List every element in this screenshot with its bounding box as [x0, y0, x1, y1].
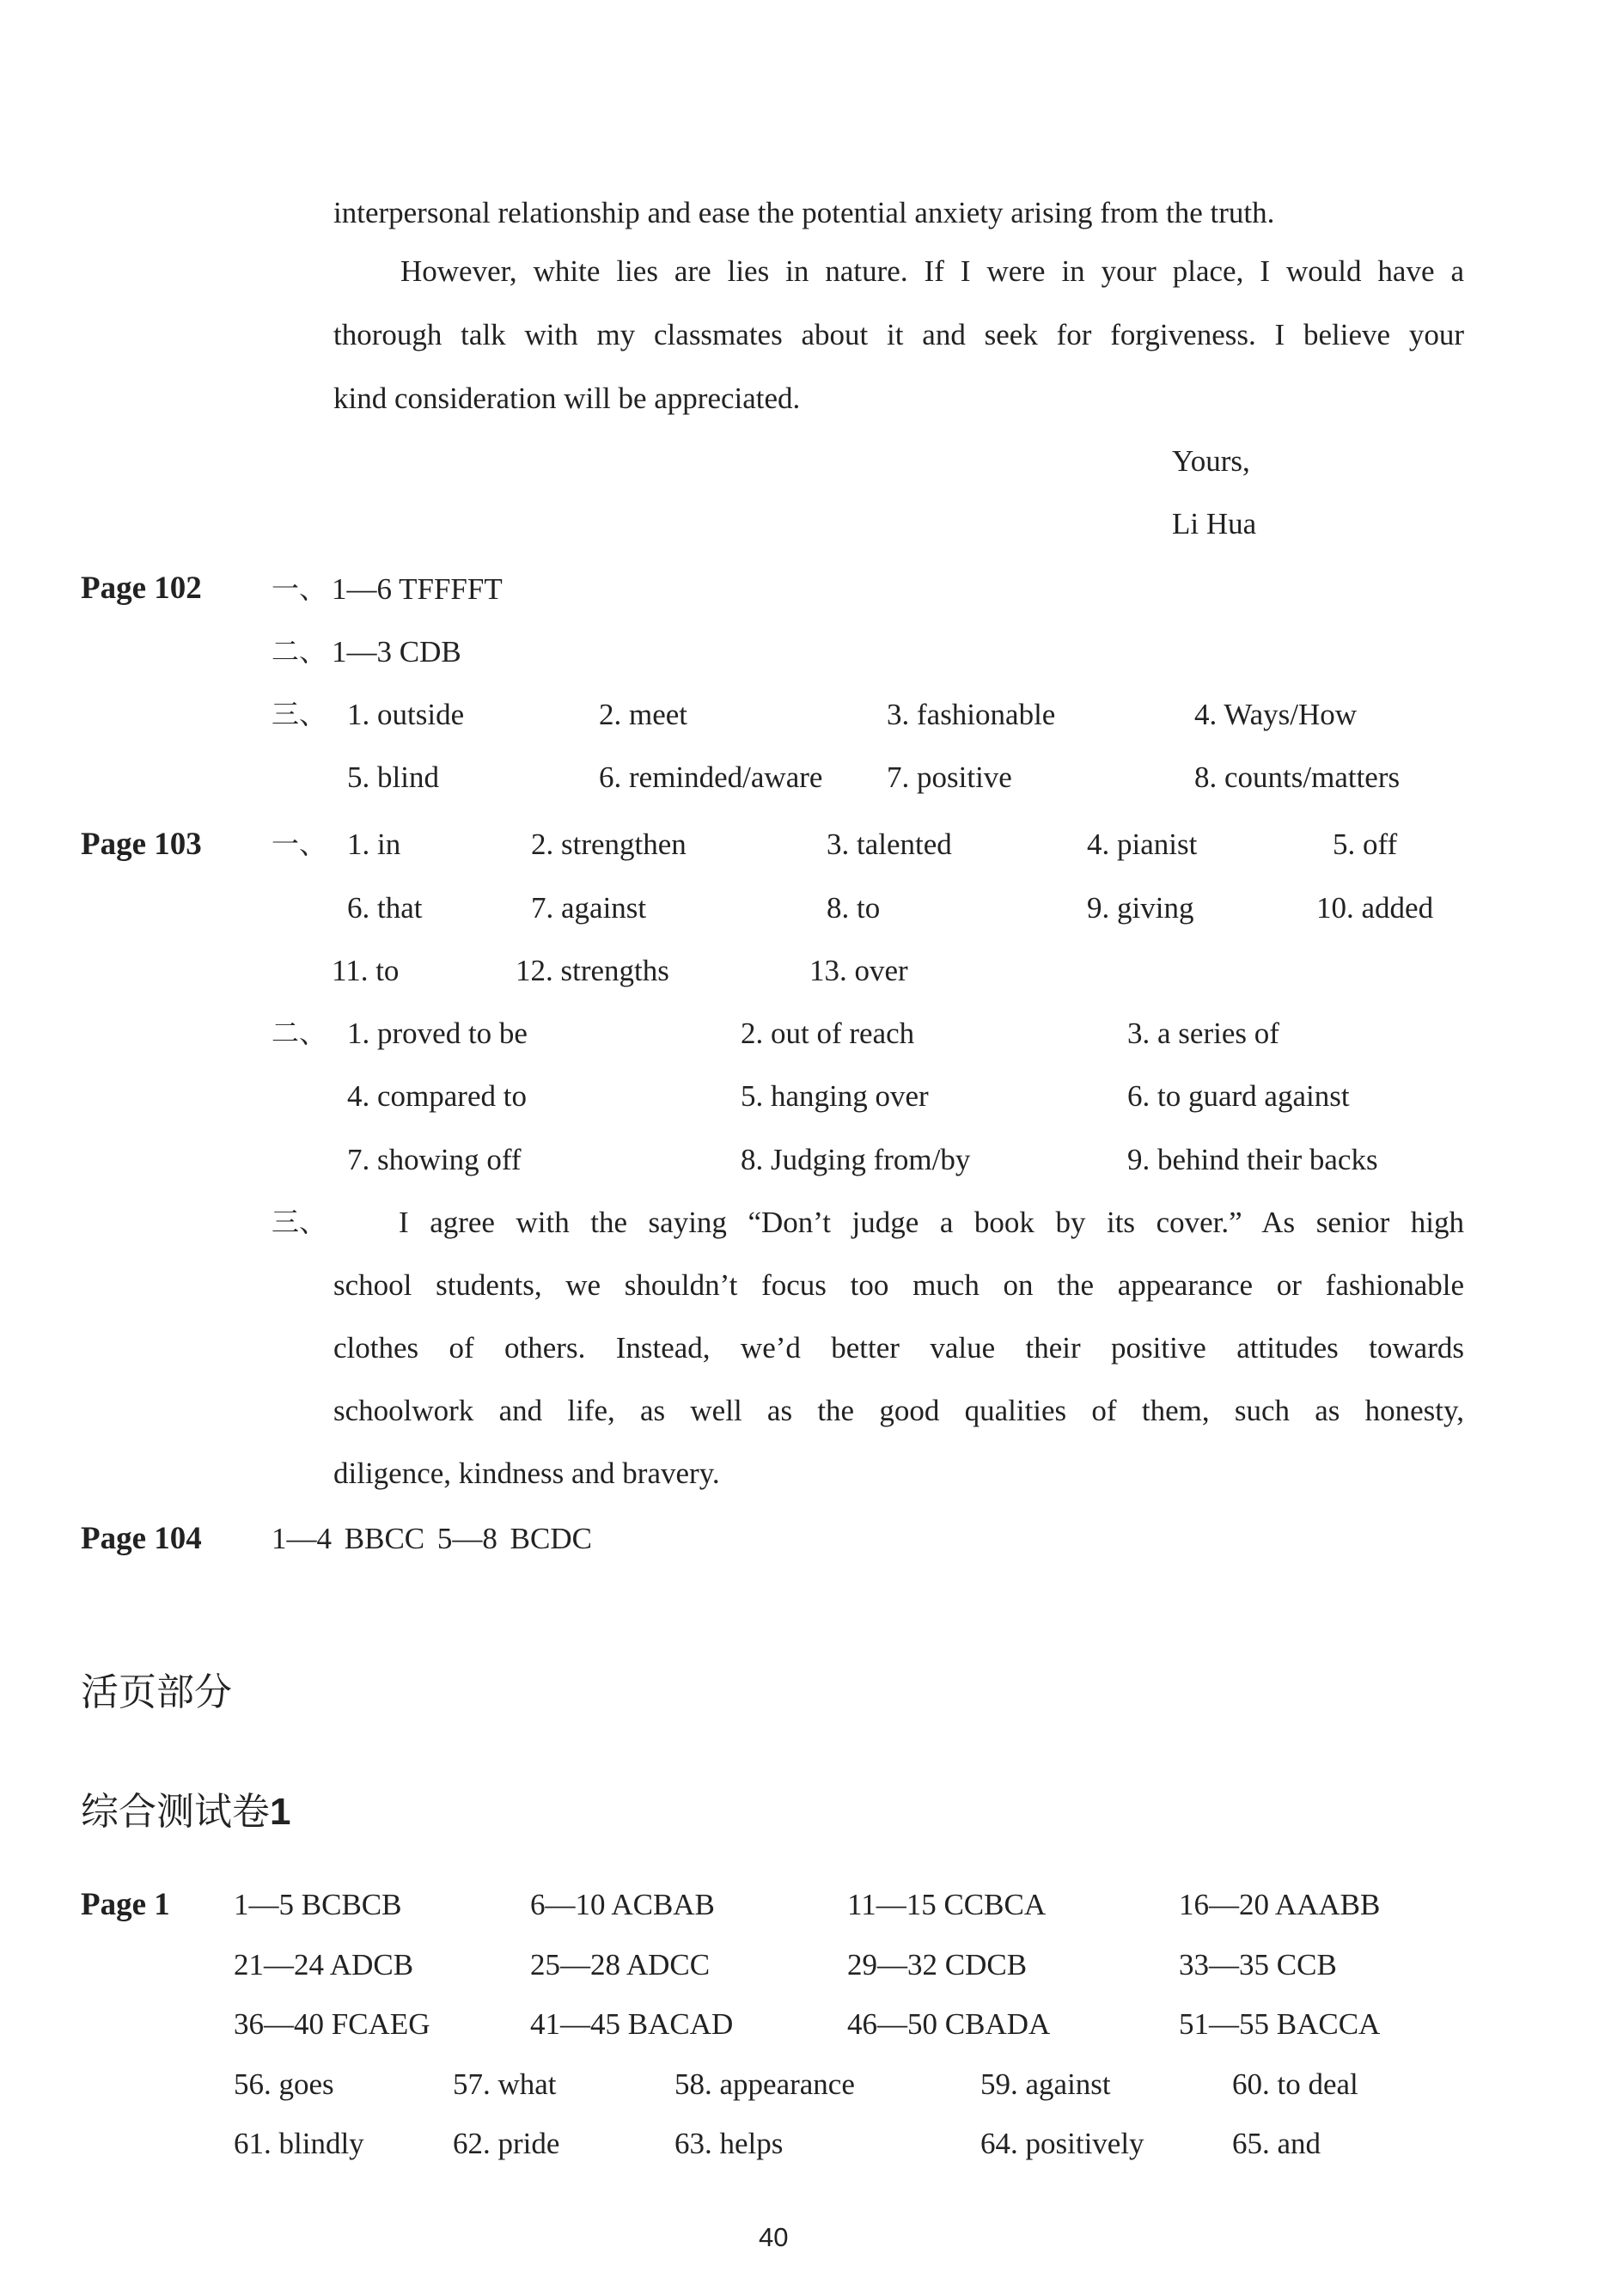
p102-s3-item: 6. reminded/aware [599, 760, 823, 794]
page1-answer-group: 46—50 CBADA [847, 2007, 1051, 2041]
p103-s1-item: 4. pianist [1087, 827, 1198, 861]
p103-s2-item: 4. compared to [347, 1079, 527, 1113]
p103-s1-item: 2. strengthen [531, 827, 687, 861]
letter-signature: Li Hua [1172, 507, 1257, 540]
p103-s1-item: 8. to [827, 891, 881, 925]
page-number: 40 [759, 2222, 789, 2252]
page1-answer-group: 51—55 BACCA [1179, 2007, 1381, 2041]
p103-s1-item: 11. to [332, 954, 400, 987]
p103-s2-item: 7. showing off [347, 1143, 522, 1176]
p103-s3-line: diligence, kindness and bravery. [333, 1456, 720, 1490]
letter-line-1: interpersonal relationship and ease the potential anxiety arising from the truth. [333, 196, 1275, 229]
page-104-label: Page 104 [81, 1521, 202, 1556]
p103-s1-item: 1. in [347, 827, 401, 861]
p102-s3-item: 4. Ways/How [1194, 698, 1358, 731]
p102-s3-item: 2. meet [599, 698, 688, 731]
page-102-label: Page 102 [81, 571, 202, 606]
page1-fill-item: 61. blindly [234, 2127, 364, 2160]
letter-line-3: thorough talk with my classmates about it and seek for forgiveness. I believe your [333, 318, 1464, 351]
p103-s3-line: I agree with the saying “Don’t judge a book by its cover.” As senior high [399, 1206, 1464, 1239]
p102-s3-item: 5. blind [347, 760, 439, 794]
page1-answer-group: 36—40 FCAEG [234, 2007, 430, 2041]
p103-s3-marker: 三、 [272, 1206, 327, 1238]
p102-s3-marker: 三、 [272, 698, 327, 730]
p102-s2-marker: 二、 [272, 635, 327, 668]
letter-line-2: However, white lies are lies in nature. If I were in your place, I would have a [400, 254, 1464, 288]
p103-s2-item: 9. behind their backs [1127, 1143, 1378, 1176]
p103-s2-item: 8. Judging from/by [741, 1143, 971, 1176]
letter-closing: Yours, [1172, 444, 1250, 478]
page1-fill-item: 63. helps [674, 2127, 784, 2160]
page1-fill-item: 56. goes [234, 2067, 334, 2101]
p103-s2-item: 1. proved to be [347, 1017, 528, 1050]
page1-fill-item: 62. pride [453, 2127, 560, 2160]
p103-s3-line: clothes of others. Instead, we’d better value their positive attitudes towards [333, 1331, 1464, 1365]
p103-s2-item: 6. to guard against [1127, 1079, 1350, 1113]
p103-s2-item: 2. out of reach [741, 1017, 915, 1050]
page1-answer-group: 11—15 CCBCA [847, 1888, 1047, 1921]
p102-s3-item: 7. positive [887, 760, 1012, 794]
test-title: 综合测试卷1 [81, 1790, 291, 1834]
page1-fill-item: 65. and [1232, 2127, 1321, 2160]
page1-fill-item: 59. against [980, 2067, 1111, 2101]
p104-answers: 1—4 BBCC 5—8 BCDC [272, 1522, 592, 1555]
p103-s1-item: 5. off [1333, 827, 1398, 861]
p103-s3-line: school students, we shouldn’t focus too much on the appearance or fashionable [333, 1268, 1464, 1302]
page1-answer-group: 25—28 ADCC [530, 1948, 711, 1982]
section-title: 活页部分 [81, 1670, 232, 1714]
page1-answer-group: 16—20 AAABB [1179, 1888, 1381, 1921]
p103-s1-item: 7. against [531, 891, 647, 925]
page1-fill-item: 57. what [453, 2067, 557, 2101]
page1-fill-item: 64. positively [980, 2127, 1144, 2160]
page1-answer-group: 21—24 ADCB [234, 1948, 414, 1982]
page1-answer-group: 6—10 ACBAB [530, 1888, 715, 1921]
p103-s1-item: 9. giving [1087, 891, 1194, 925]
p103-s1-item: 3. talented [827, 827, 952, 861]
p102-s3-item: 3. fashionable [887, 698, 1056, 731]
p102-s2-answers: 1—3 CDB [332, 635, 461, 669]
p103-s3-line: schoolwork and life, as well as the good qualities of them, such as honesty, [333, 1394, 1464, 1427]
test-title-number: 1 [270, 1791, 291, 1833]
p102-s3-item: 1. outside [347, 698, 465, 731]
p103-s2-item: 3. a series of [1127, 1017, 1279, 1050]
page-103-label: Page 103 [81, 827, 202, 862]
page1-answer-group: 1—5 BCBCB [234, 1888, 402, 1921]
p102-s3-item: 8. counts/matters [1194, 760, 1401, 794]
page1-fill-item: 60. to deal [1232, 2067, 1358, 2101]
p103-s1-item: 12. strengths [516, 954, 669, 987]
page1-answer-group: 33—35 CCB [1179, 1948, 1337, 1982]
p103-s1-marker: 一、 [272, 827, 327, 860]
p103-s2-marker: 二、 [272, 1017, 327, 1049]
p103-s1-item: 6. that [347, 891, 423, 925]
p103-s1-item: 13. over [809, 954, 908, 987]
page-1-label: Page 1 [81, 1887, 170, 1922]
page1-answer-group: 29—32 CDCB [847, 1948, 1028, 1982]
letter-line-4: kind consideration will be appreciated. [333, 382, 801, 415]
p103-s2-item: 5. hanging over [741, 1079, 929, 1113]
p102-s1-answers: 1—6 TFFFFT [332, 572, 503, 606]
p102-s1-marker: 一、 [272, 572, 327, 605]
p103-s1-item: 10. added [1316, 891, 1434, 925]
page1-answer-group: 41—45 BACAD [530, 2007, 734, 2041]
page1-fill-item: 58. appearance [674, 2067, 855, 2101]
